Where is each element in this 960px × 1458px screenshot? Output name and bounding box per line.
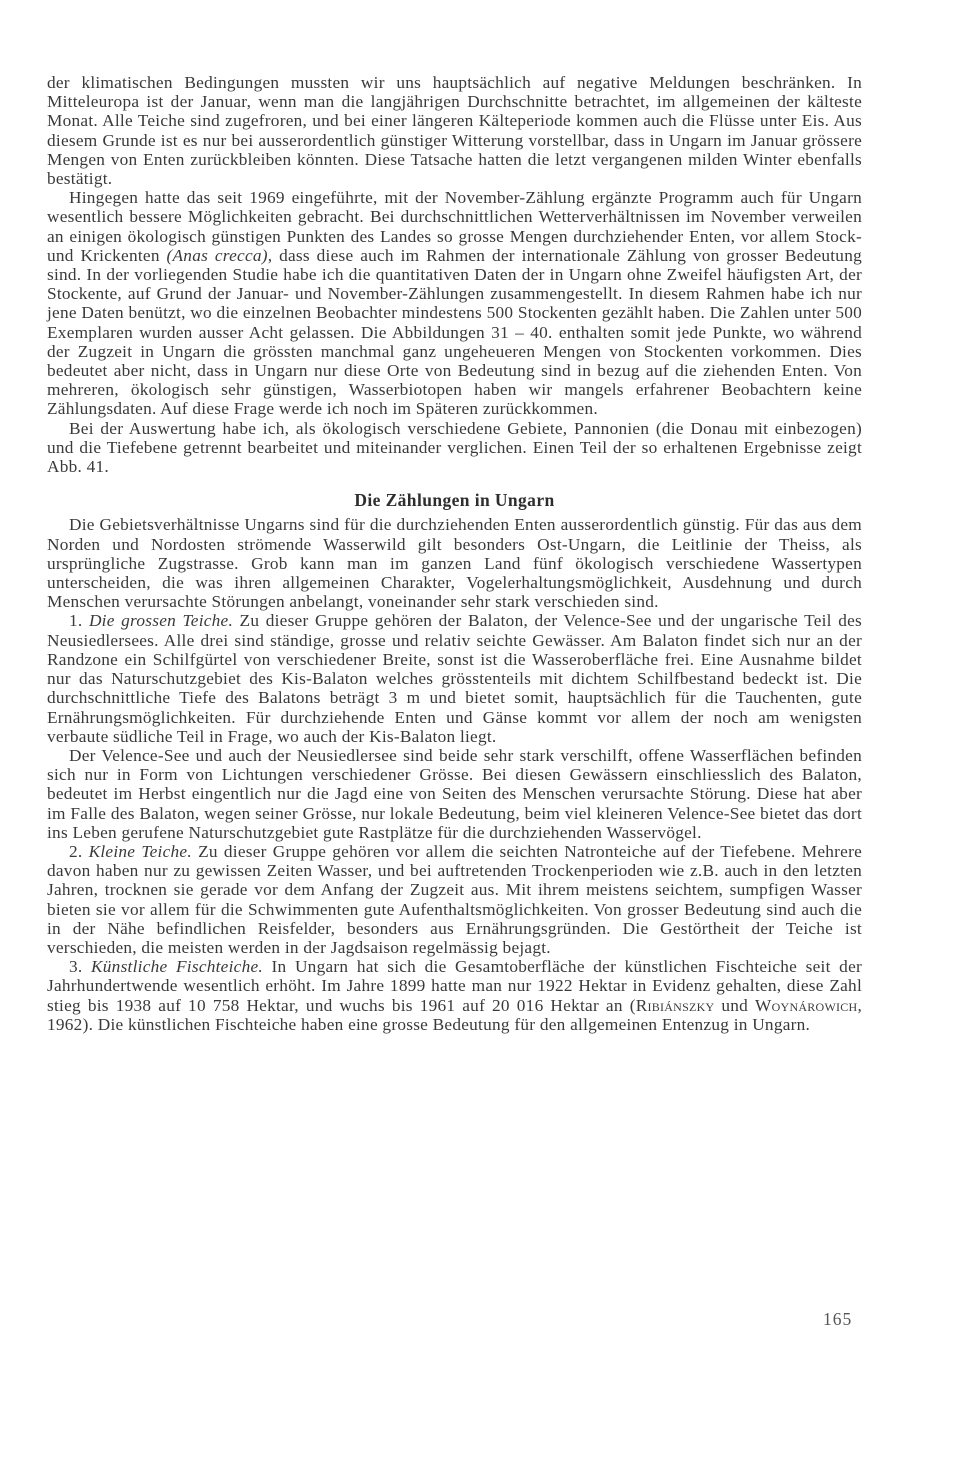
- paragraph-2: [47, 188, 862, 418]
- section-heading: Die Zählungen in Ungarn: [354, 490, 555, 511]
- text-run: , 1962). Die künstlichen Fischteiche haben eine grosse Bedeutung für den allgemeinen Entenzug in Ungarn.: [47, 995, 863, 1034]
- list-number: 1.: [69, 611, 89, 631]
- document-page: [47, 73, 862, 1034]
- list-number: 3.: [69, 957, 92, 977]
- species-name: (Anas crecca): [166, 245, 268, 265]
- text-run: , dass diese auch im Rahmen der internationale Zählung von grosser Bedeutung sind. In der vorliegenden Studie habe ich die quantitativen Daten der in Ungarn ohne Zweifel häufigsten Art, der Stockente, auf Grund der Januar- und November-Zählungen zusammengestellt. In diesem Rahmen habe ich nur jene Daten benützt, wo die einzelnen Beobachter mindestens 500 Stockenten gezählt haben. Die Zahlen unter 500 Exemplaren wurden ausser Acht gelassen. Die Abbildungen 31 – 40. enthalten somit jede Punkte, wo während der Zugzeit in Ungarn die grössten manchmal ganz ungeheueren Mengen von Stockenten vorkommen. Dies bedeutet aber nicht, dass in Ungarn nur diese Orte von Bedeutung sind in bezug auf die ziehenden Enten. Von mehreren, ökologisch sehr günstigen, Wasserbiotopen haben wir mangels erfahrener Beobachtern keine Zählungsdaten. Auf diese Frage werde ich noch im Späteren zurückkommen.: [47, 245, 862, 419]
- paragraph-7: [47, 842, 862, 957]
- paragraph-8: [47, 957, 862, 1034]
- text-run: In Ungarn hat sich die Gesamtoberfläche der künstlichen Fischteiche seit der Jahrhundertwende wesentlich erhöht. Im Jahre 1899 hatte man nur 1922 Hektar in Evidenz gehalten, diese Zahl stieg bis 1938 auf 10 758 Hektar, und wuchs bis 1961 auf 20 016 Hektar an (: [47, 957, 862, 1015]
- text-run: Zu dieser Gruppe gehören vor allem die seichten Natronteiche auf der Tiefebene. Mehrere davon haben nur zu gewissen Zeiten Wasser, und bei auftretenden Trockenperioden wie z.B. auch in den letzten Jahren, trocknen sie gerade vor dem Anfang der Zugzeit aus. Mit ihrem meistens seichtem, sumpfigen Wasser bieten sie vor allem für die Schwimmenten gute Aufenthaltsmöglichkeiten. Von grosser Bedeutung sind auch die in der Nähe befindlichen Reisfelder, besonders aus Ernährungsgründen. Die Gestörtheit der Teiche ist verschieden, die meisten werden in der Jagdsaison regelmässig bejagt.: [47, 841, 863, 957]
- paragraph-5: [47, 611, 862, 745]
- subsection-title: Kleine Teiche.: [88, 841, 192, 861]
- paragraph-1: [47, 73, 862, 188]
- paragraph-3: [47, 419, 862, 477]
- text-run: Bei der Auswertung habe ich, als ökologisch verschiedene Gebiete, Pannonien (die Donau mit einbezogen) und die Tiefebene getrennt bearbeitet und miteinander verglichen. Einen Teil der so erhaltenen Ergebnisse zeigt Abb. 41.: [47, 418, 862, 477]
- paragraph-4: [47, 515, 862, 611]
- author-name: Ribiánszky: [635, 995, 715, 1015]
- subsection-title: Künstliche Fischteiche.: [91, 957, 263, 977]
- author-name: Woynárowich: [755, 995, 858, 1015]
- body-text-top: [47, 73, 862, 476]
- text-run: Der Velence-See und auch der Neusiedlersee sind beide sehr stark verschilft, offene Wasserflächen befinden sich nur in Form von Lichtungen verschiedener Grösse. Bei diesen Gewässern einschliesslich des Balaton, bedeutet im Herbst eingentlich nur die Jagd eine von Seiten des Menschen verursachte Störung. Diese hat aber im Falle des Balaton, wegen seiner Grösse, nur lokale Bedeutung, beim viel kleineren Velence-See bietet das dort ins Leben gerufene Naturschutzgebiet gute Rastplätze für die durchziehenden Wasservögel.: [47, 745, 862, 842]
- paragraph-6: [47, 746, 862, 842]
- text-run: und: [714, 995, 756, 1015]
- body-text-bottom: [47, 515, 862, 1033]
- text-run: Die Gebietsverhältnisse Ungarns sind für die durchziehenden Enten ausserordentlich günstig. Für das aus dem Norden und Nordosten strömende Wasserwild gilt besonders Ost-Ungarn, die Leitlinie der Theiss, als ursprüngliche Zugstrasse. Grob kann man im ganzen Land fünf ökologisch verschiedene Wassertypen unterscheiden, die was ihren allgemeinen Charakter, Vogelerhaltungsmöglichkeit, Ausdehnung und durch Menschen verursachte Störungen anbelangt, voneinander sehr stark verschieden sind.: [47, 515, 862, 612]
- text-run: Zu dieser Gruppe gehören der Balaton, der Velence-See und der ungarische Teil des Neusiedlersees. Alle drei sind ständige, grosse und relativ seichte Gewässer. Am Balaton findet sich nur an der Randzone ein Schilfgürtel von verschiedener Breite, sonst ist die Wasseroberfläche frei. Eine Ausnahme bildet nur das Naturschutzgebiet des Kis-Balaton welches grösstenteils mit dichtem Schilfbestand bedeckt ist. Die durchschnittliche Tiefe des Balatons beträgt 3 m und bietet somit, hauptsächlich für die Tauchenten, gute Ernährungsmöglichkeiten. Für durchziehende Enten und Gänse kommt vor allem der noch am wenigsten verbaute südliche Teil in Frage, wo auch der Kis-Balaton liegt.: [47, 611, 863, 746]
- list-number: 2.: [69, 841, 89, 861]
- text-run: Hingegen hatte das seit 1969 eingeführte, mit der November-Zählung ergänzte Programm auch für Ungarn wesentlich bessere Möglichkeiten gebracht. Bei durchschnittlichen Wetterverhältnissen im November verweilen an einigen ökologisch günstigen Punkten des Landes so grosse Mengen durchziehender Enten, vor allem Stock- und Krickenten: [47, 188, 862, 265]
- subsection-title: Die grossen Teiche.: [88, 611, 234, 631]
- page-number: 165: [823, 1309, 853, 1329]
- text-run: der klimatischen Bedingungen mussten wir uns hauptsächlich auf negative Meldungen beschränken. In Mitteleuropa ist der Januar, wenn man die langjährigen Durchschnitte betrachtet, im allgemeinen der kälteste Monat. Alle Teiche sind zugefroren, und bei einer längeren Kälteperiode kommen auch die Flüsse unter Eis. Aus diesem Grunde ist es nur bei ausserordentlich günstiger Witterung vorstellbar, dass in Ungarn im Januar grössere Mengen von Enten zurückbleiben könnten. Diese Tatsache hatten die letzt vergangenen milden Winter ebenfalls bestätigt.: [47, 73, 862, 189]
